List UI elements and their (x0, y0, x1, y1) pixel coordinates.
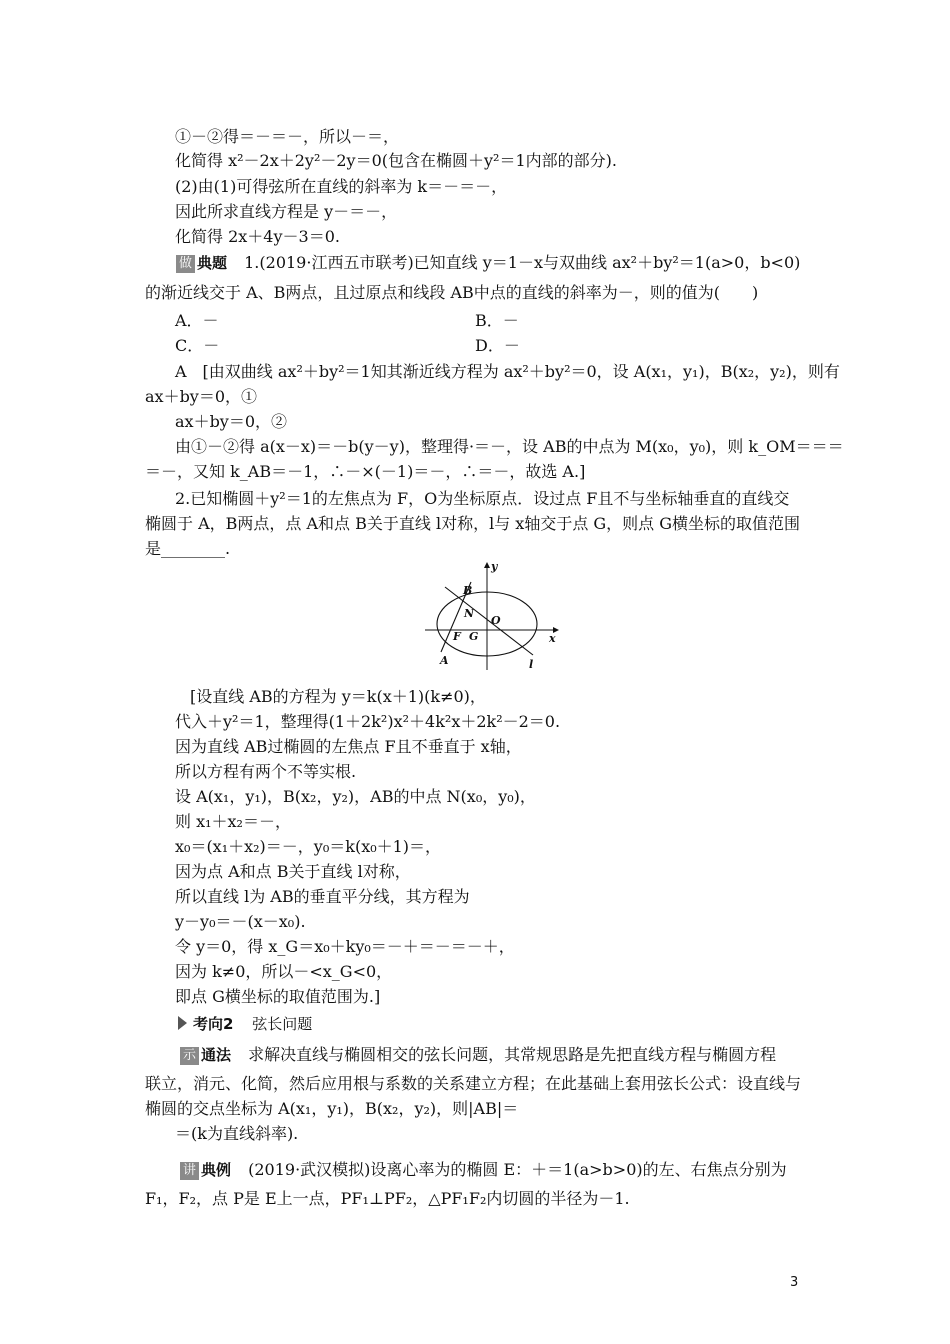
example-header (180, 1160, 787, 1180)
label-f: F (453, 630, 461, 643)
option-c: C．－ (175, 336, 220, 355)
dianti-label: 典题 (197, 254, 228, 272)
tongfa-label: 通法 (201, 1046, 232, 1064)
text-line: 化简得 2x＋4y－3＝0. (175, 227, 340, 246)
problem-1-line2: 的渐近线交于 A、B两点，且过原点和线段 AB中点的直线的斜率为－，则的值为( ) (145, 283, 759, 302)
example-line: F₁，F₂，点 P是 E上一点，PF₁⊥PF₂，△PF₁F₂内切圆的半径为－1. (145, 1189, 630, 1208)
problem-2-line: 是________. (145, 539, 231, 558)
solution-2-line: 因为 k≠0，所以－<x_G<0， (175, 962, 393, 981)
solution-1-line: 由①－②得 a(x－x)＝－b(y－y)，整理得·＝－，设 AB的中点为 M(x₀，y₀)，则 k_OM＝＝＝ (175, 437, 844, 456)
solution-2-line: 代入＋y²＝1，整理得(1＋2k²)x²＋4k²x＋2k²－2＝0. (175, 712, 561, 731)
problem-2-line: 2.已知椭圆＋y²＝1的左焦点为 F，O为坐标原点．设过点 F且不与坐标轴垂直的直线交 (175, 489, 790, 508)
solution-1-line: A [由双曲线 ax²＋by²＝1知其渐近线方程为 ax²＋by²＝0，设 A(x₁，y₁)，B(x₂，y₂)，则有 (175, 362, 840, 381)
problem-2-line: 椭圆于 A，B两点，点 A和点 B关于直线 l对称，l与 x轴交于点 G，则点 G横坐标的取值范围 (145, 514, 801, 533)
dianli-label: 典例 (201, 1161, 232, 1179)
label-g: G (469, 630, 479, 643)
solution-2-line: 因为直线 AB过椭圆的左焦点 F且不垂直于 x轴， (175, 737, 522, 756)
label-l: l (529, 658, 534, 671)
section-title: 弦长问题 (252, 1015, 313, 1033)
solution-2-line: 则 x₁＋x₂＝－， (175, 812, 291, 831)
solution-2-line: 即点 G横坐标的取值范围为.] (175, 987, 381, 1006)
problem-1-line1: 1.(2019·江西五市联考)已知直线 y＝1－x与双曲线 ax²＋by²＝1(a>0，b<0) (244, 253, 801, 272)
solution-1-line: ax＋by＝0，② (175, 412, 288, 431)
method-line: ＝(k为直线斜率). (175, 1124, 299, 1143)
solution-2-line: 令 y＝0，得 x_G＝x₀＋ky₀＝－＋＝－＝－＋， (175, 937, 515, 956)
solution-2-line: 所以方程有两个不等实根. (175, 762, 357, 781)
text-line: 因此所求直线方程是 y－＝－， (175, 202, 398, 221)
solution-1-line: ＝－，又知 k_AB＝－1，∴－×(－1)＝－，∴＝－，故选 A.] (145, 462, 586, 481)
method-line: 椭圆的交点坐标为 A(x₁，y₁)，B(x₂，y₂)，则|AB|＝ (145, 1099, 519, 1118)
option-d: D．－ (475, 336, 520, 355)
method-header (180, 1045, 776, 1065)
text-line: 化简得 x²－2x＋2y²－2y＝0(包含在椭圆＋y²＝1内部的部分). (175, 151, 617, 170)
method-line1: 求解决直线与椭圆相交的弦长问题，其常规思路是先把直线方程与椭圆方程 (248, 1045, 777, 1064)
example-line1: (2019·武汉模拟)设离心率为的椭圆 E：＋＝1(a>b>0)的左、右焦点分别为 (248, 1160, 787, 1179)
problem-1-header (176, 253, 800, 273)
section-label: 考向2 (193, 1015, 234, 1033)
solution-1-line: ax＋by＝0，① (145, 387, 258, 406)
line-l (445, 587, 533, 655)
label-a: A (440, 654, 449, 667)
label-n: N (464, 607, 475, 620)
ellipse-figure (425, 560, 565, 672)
label-y: y (491, 560, 498, 573)
triangle-icon (178, 1016, 187, 1030)
solution-2-line: [设直线 AB的方程为 y＝k(x＋1)(k≠0)， (190, 687, 486, 706)
zuo-tag: 做 (176, 255, 195, 273)
section-heading (178, 1013, 312, 1034)
solution-2-line: 设 A(x₁，y₁)，B(x₂，y₂)，AB的中点 N(x₀，y₀)， (175, 787, 536, 806)
solution-2-line: x₀＝(x₁＋x₂)＝－，y₀＝k(x₀＋1)＝， (175, 837, 442, 856)
solution-2-line: 所以直线 l为 AB的垂直平分线，其方程为 (175, 887, 470, 906)
label-o: O (491, 614, 501, 627)
solution-2-line: 因为点 A和点 B关于直线 l对称， (175, 862, 411, 881)
jiang-tag: 讲 (180, 1162, 199, 1180)
shi-tag: 示 (180, 1047, 199, 1065)
page-number: 3 (790, 1275, 799, 1290)
option-b: B．－ (475, 311, 519, 330)
label-b: B (463, 584, 473, 597)
text-line: (2)由(1)可得弦所在直线的斜率为 k＝－＝－， (175, 177, 508, 196)
label-x: x (549, 632, 556, 645)
option-a: A．－ (175, 311, 219, 330)
text-line: ①－②得＝－＝－，所以－＝， (175, 127, 400, 146)
solution-2-line: y－y₀＝－(x－x₀). (175, 912, 306, 931)
method-line: 联立，消元、化简，然后应用根与系数的关系建立方程；在此基础上套用弦长公式：设直线与 (145, 1074, 802, 1093)
y-axis-arrow (484, 562, 490, 568)
